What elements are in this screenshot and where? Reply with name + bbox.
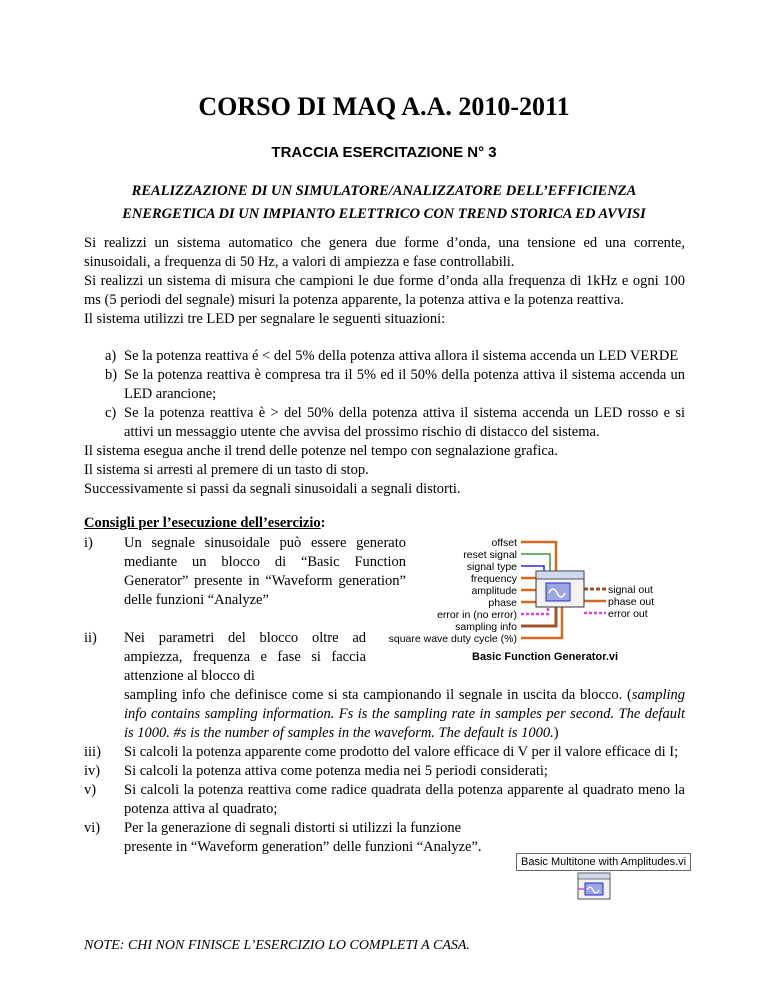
list-item-label: v) (84, 782, 97, 798)
wire-error-in (521, 607, 548, 614)
basic-function-generator-diagram (322, 533, 692, 663)
consigli-heading-colon: : (320, 515, 326, 531)
bfg-vi-icon (536, 571, 584, 607)
consigli-list-ii (84, 629, 685, 857)
outro-line: Il sistema esegua anche il trend delle potenze nel tempo con segnalazione grafica. (84, 443, 558, 459)
consigli-heading (84, 515, 326, 532)
bfg-output-signal-out: signal out (608, 584, 653, 596)
consigli-heading-text: Consigli per l’esecuzione dell’esercizio (84, 515, 321, 531)
list-item (84, 762, 685, 781)
bfg-caption: Basic Function Generator.vi (472, 651, 619, 663)
list-item-label: vi) (84, 820, 101, 836)
list-item-text-a: Per la generazione di segnali distorti si utilizzi la funzione (124, 820, 462, 836)
list-item-text: Si calcoli la potenza attiva come potenza media nei 5 periodi considerati; (124, 763, 548, 779)
bfg-input-phase: phase (488, 597, 517, 609)
wire-sampling-info (521, 607, 556, 626)
outro-line: Il sistema si arresti al premere di un tasto di stop. (84, 462, 369, 478)
exercise-heading-line-2: ENERGETICA DI UN IMPIANTO ELETTRICO CON TREND STORICA ED AVVISI (122, 206, 646, 222)
list-item-label: a) (105, 348, 117, 364)
outro-paragraphs (84, 442, 685, 499)
list-item (84, 781, 685, 819)
outro-line: Successivamente si passi da segnali sinusoidali a segnali distorti. (84, 481, 461, 497)
list-item-label: b) (105, 367, 118, 383)
footer-note: NOTE: CHI NON FINISCE L’ESERCIZIO LO COMPLETI A CASA. (84, 938, 470, 953)
list-item (84, 347, 685, 366)
list-item-text: Se la potenza reattiva é < del 5% della potenza attiva allora il sistema accenda un LED VERDE (124, 348, 679, 364)
bfg-input-reset-signal: reset signal (463, 549, 517, 561)
bfg-input-frequency: frequency (470, 573, 517, 585)
bfg-input-offset: offset (491, 537, 517, 549)
bfg-input-signal-type: signal type (466, 561, 517, 573)
page-subtitle: TRACCIA ESERCITAZIONE N° 3 (271, 144, 497, 161)
intro-paragraphs (84, 234, 685, 329)
exercise-heading-line-1: REALIZZAZIONE DI UN SIMULATORE/ANALIZZATORE DELL’EFFICIENZA (131, 183, 637, 199)
list-item-text-b-wrap (124, 686, 685, 743)
bfg-output-error-out: error out (608, 608, 648, 620)
intro-line: Si realizzi un sistema automatico che genera due forme d’onda, una tensione ed una corrente, sinusoidali, a frequenza di 50 Hz, a valori di ampiezza e fase controllabili. (84, 235, 685, 270)
list-item (84, 819, 685, 857)
list-item-label: iv) (84, 763, 101, 779)
list-item-text: Se la potenza reattiva è > del 50% della potenza attiva il sistema accenda un LED rosso e si attivi un messaggio utente che avvisa del prossimo rischio di distacco del sistema. (124, 405, 685, 440)
list-item-text-italic: sampling info contains sampling information. Fs is the sampling rate in samples per second. The default is 1000. #s is the number of samples in the waveform. The default is 1000. (124, 687, 685, 741)
list-item (84, 366, 685, 404)
multitone-vi-icon (577, 872, 613, 902)
bfg-output-phase-out: phase out (608, 596, 655, 608)
list-item-label: i) (84, 535, 93, 551)
list-item-text-a: Nei parametri del blocco oltre ad ampiezza, frequenza e fase si faccia attenzione al blocco di (124, 630, 366, 684)
conditions-list (84, 347, 685, 442)
list-item-text-end: ) (553, 725, 559, 741)
list-item-label: ii) (84, 630, 97, 646)
bfg-input-error-in: error in (no error) (437, 609, 517, 621)
list-item-label: iii) (84, 744, 101, 760)
list-item (84, 404, 685, 442)
bfg-input-amplitude: amplitude (471, 585, 517, 597)
bfg-input-sampling-info: sampling info (455, 621, 517, 633)
multitone-label-box (516, 853, 691, 871)
page-title: CORSO DI MAQ A.A. 2010-2011 (198, 92, 570, 121)
bfg-input-duty-cycle: square wave duty cycle (%) (388, 633, 517, 645)
list-item-text: Si calcoli la potenza reattiva come radice quadrata della potenza apparente al quadrato meno la potenza attiva al quadrato; (124, 782, 685, 817)
list-item-label: c) (105, 405, 117, 421)
list-item-text: Un segnale sinusoidale può essere generato mediante un blocco di “Basic Function Generator” presente in “Waveform generation” delle funzioni “Analyze” (124, 535, 406, 608)
wire-reset-signal (521, 554, 550, 571)
list-item-text: Se la potenza reattiva è compresa tra il 5% ed il 50% della potenza attiva il sistema accenda un LED arancione; (124, 367, 685, 402)
multitone-label: Basic Multitone with Amplitudes.vi (521, 856, 687, 868)
list-item-text-b: sampling info che definisce come si sta campionando il segnale in uscita da blocco. ( (124, 687, 632, 703)
list-item (84, 743, 685, 762)
list-item-text: Si calcoli la potenza apparente come prodotto del valore efficace di V per il valore efficace di I; (124, 744, 679, 760)
list-item-text-b: presente in “Waveform generation” delle funzioni “Analyze”. (124, 839, 482, 855)
intro-line: Si realizzi un sistema di misura che campioni le due forme d’onda alla frequenza di 1kHz e ogni 100 ms (5 periodi del segnale) misuri la potenza apparente, la potenza attiva e la potenza reattiva. (84, 273, 685, 308)
intro-line: Il sistema utilizzi tre LED per segnalare le seguenti situazioni: (84, 311, 446, 327)
